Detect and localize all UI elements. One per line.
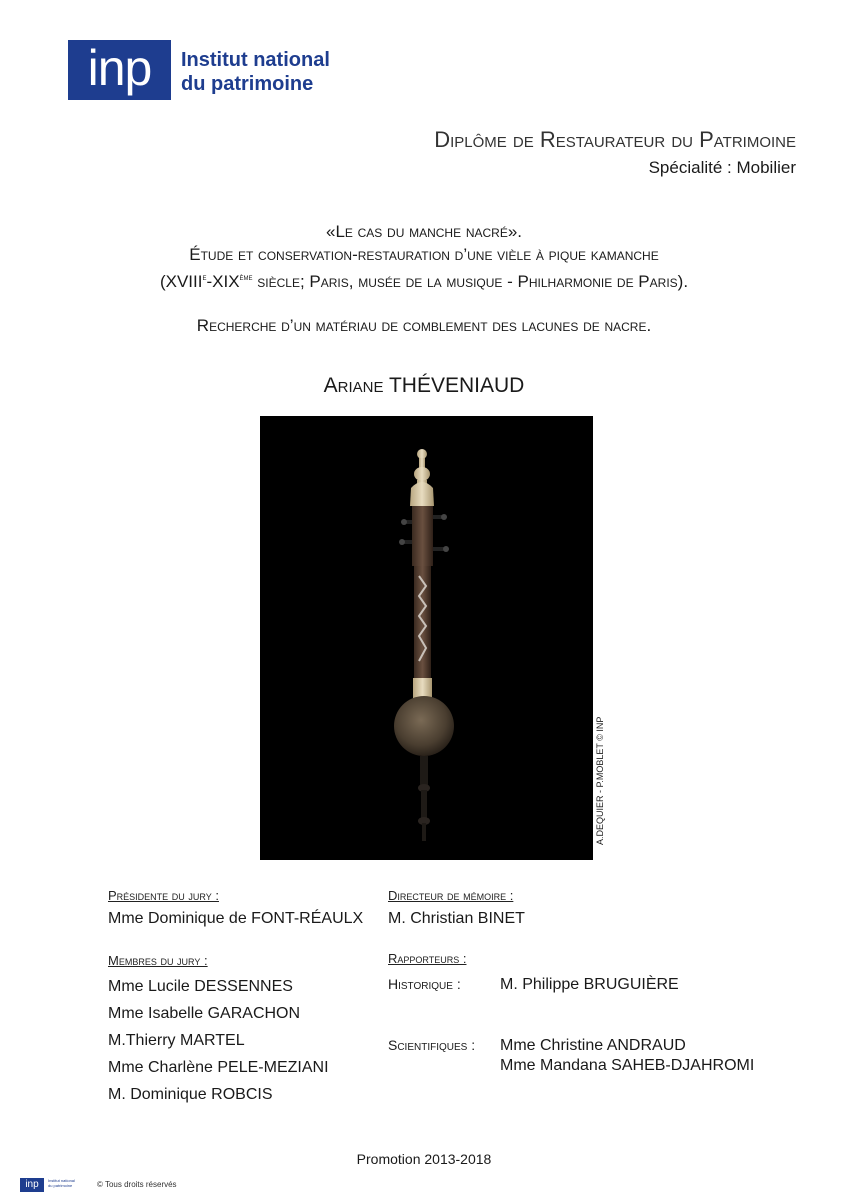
historique-label: Historique : bbox=[388, 976, 461, 992]
speciality: Spécialité : Mobilier bbox=[648, 158, 796, 177]
members-label: Membres du jury : bbox=[108, 953, 208, 968]
century-from-suffix: e bbox=[202, 273, 207, 282]
scientifique-name: Mme Mandana SAHEB-DJAHROMI bbox=[500, 1057, 755, 1074]
thesis-title bbox=[0, 220, 848, 293]
century-to: -XIX bbox=[206, 272, 240, 291]
institution-name-line2: du patrimoine bbox=[181, 73, 314, 95]
rapporteurs-label: Rapporteurs : bbox=[388, 951, 467, 966]
thesis-subtitle: Recherche d’un matériau de comblement des lacunes de nacre. bbox=[196, 316, 652, 335]
president-name: Mme Dominique de FONT-RÉAULX bbox=[108, 910, 364, 927]
president-label: Présidente du jury : bbox=[108, 888, 219, 903]
thesis-location: siècle; Paris, musée de la musique - Philharmonie de Paris). bbox=[252, 272, 689, 291]
promotion-year: Promotion 2013-2018 bbox=[356, 1151, 492, 1167]
jury-member: M. Dominique ROBCIS bbox=[108, 1086, 273, 1103]
footer-institution-line2: du patrimoine bbox=[48, 1183, 73, 1188]
century-to-suffix: ème bbox=[239, 273, 253, 282]
historique-name: M. Philippe BRUGUIÈRE bbox=[500, 976, 679, 993]
kamanche-fiddle-image bbox=[260, 416, 593, 860]
diploma-title: Diplôme de Restaurateur du Patrimoine bbox=[434, 127, 796, 152]
institution-name-line1: Institut national bbox=[181, 49, 330, 71]
footer-institution-name bbox=[48, 1178, 75, 1188]
director-label: Directeur de mémoire : bbox=[388, 888, 514, 903]
footer-institution-line1: Institut national bbox=[48, 1178, 75, 1183]
scientifique-name: Mme Christine ANDRAUD bbox=[500, 1037, 686, 1054]
jury-member: Mme Isabelle GARACHON bbox=[108, 1005, 301, 1022]
institution-name bbox=[181, 48, 330, 96]
jury-member: Mme Lucile DESSENNES bbox=[108, 978, 293, 995]
thesis-title-line2: Étude et conservation-restauration d’une vièle à pique kamanche bbox=[189, 245, 659, 264]
thesis-title-line1: «Le cas du manche nacré». bbox=[326, 222, 522, 241]
century-from: (XVIII bbox=[159, 272, 203, 291]
footer-inp-logo: inp bbox=[20, 1178, 44, 1192]
thesis-title-line3 bbox=[0, 266, 848, 293]
photo-credit: A.DEQUIER - P.MOBLET © INP bbox=[595, 716, 605, 845]
author-name: Ariane THÉVENIAUD bbox=[323, 374, 525, 397]
jury-member: M.Thierry MARTEL bbox=[108, 1032, 245, 1049]
jury-member: Mme Charlène PELE-MEZIANI bbox=[108, 1059, 329, 1076]
inp-logo-mark: inp bbox=[68, 40, 171, 100]
scientifiques-label: Scientifiques : bbox=[388, 1037, 476, 1053]
director-name: M. Christian BINET bbox=[388, 910, 525, 927]
copyright-notice: © Tous droits réservés bbox=[97, 1180, 177, 1189]
instrument-photo bbox=[260, 416, 593, 860]
